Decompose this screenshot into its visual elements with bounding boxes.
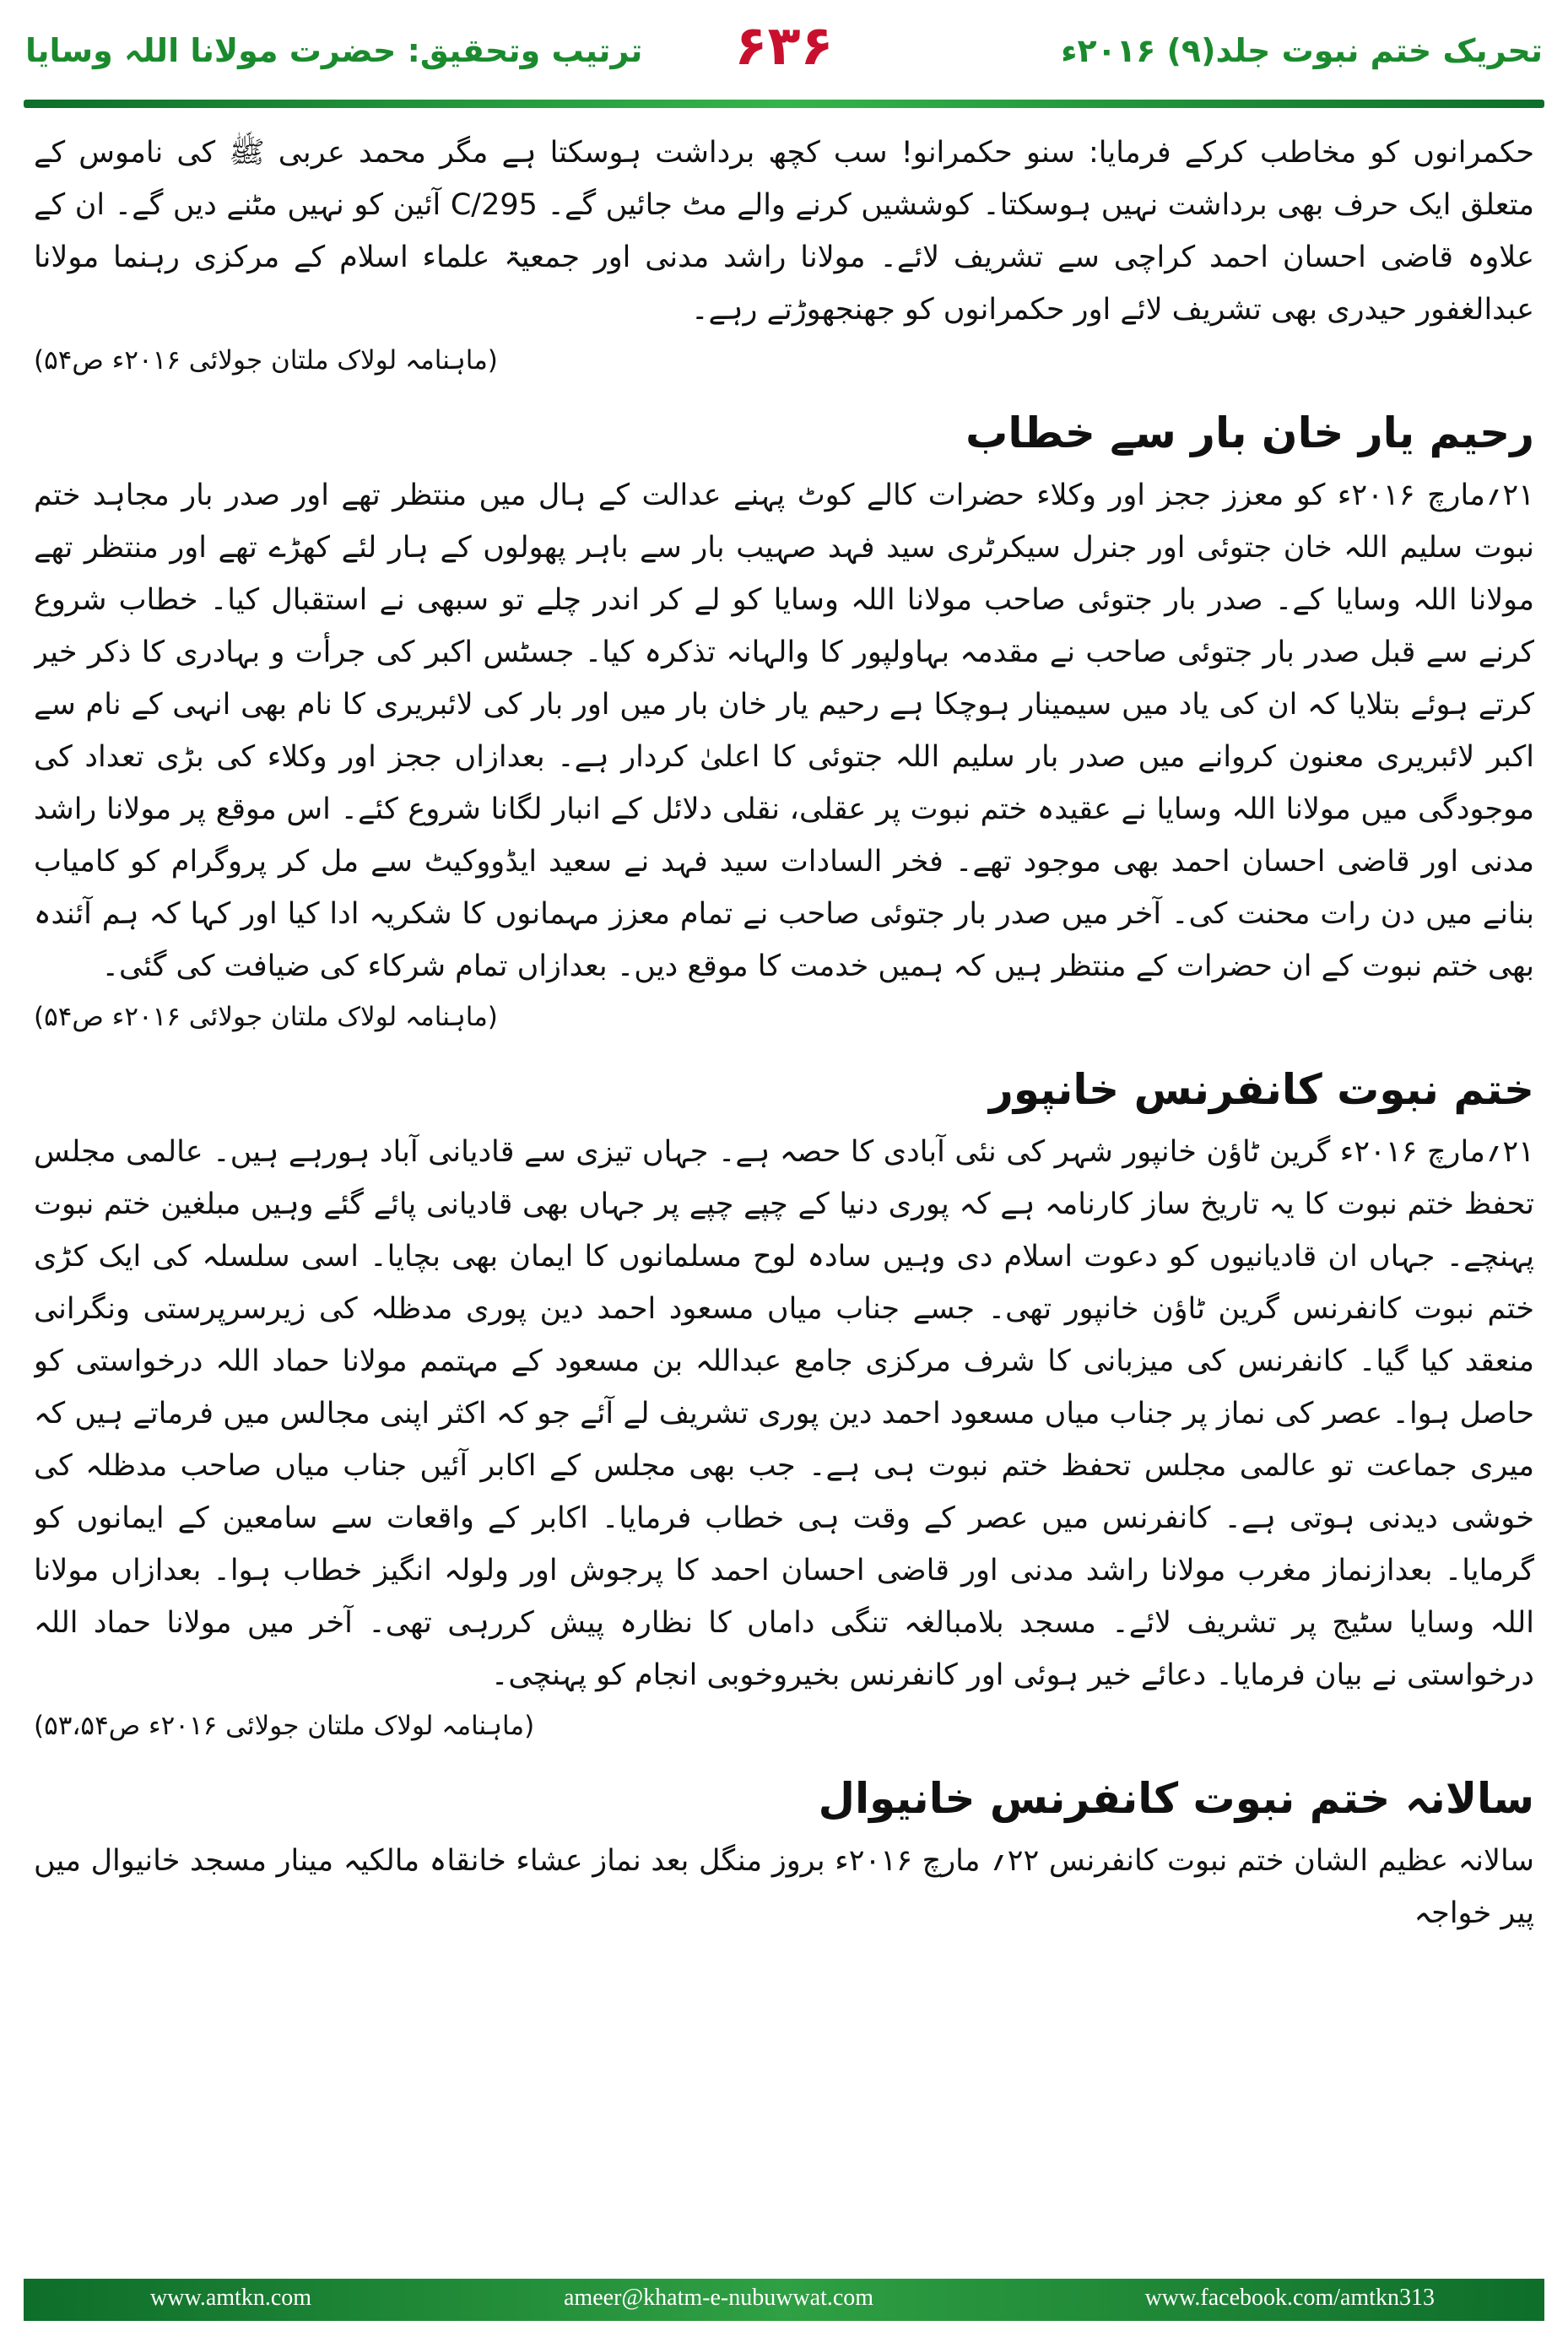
- section-heading: ختم نبوت کانفرنس خانپور: [989, 1065, 1534, 1114]
- website-link[interactable]: www.amtkn.com: [150, 2285, 312, 2311]
- intro-paragraph: حکمرانوں کو مخاطب کرکے فرمایا: سنو حکمرانو! سب کچھ برداشت ہوسکتا ہے مگر محمد عربی ﷺ کی ناموس کے متعلق ایک حرف بھی برداشت نہیں ہوسکتا۔ کوششیں کرنے والے مٹ جائیں گے۔ 295/C آئین کو نہیں مٹنے دیں گے۔ ان کے علاوہ قاضی احسان احمد کراچی سے تشریف لائے۔ مولانا راشد مدنی اور جمعیۃ علماء اسلام کے مرکزی رہنما مولانا عبدالغفور حیدری بھی تشریف لائے اور حکمرانوں کو جھنجھوڑتے رہے۔: [34, 136, 1534, 327]
- source-citation: (ماہنامہ لولاک ملتان جولائی ۲۰۱۶ء ص۵۴): [34, 345, 498, 376]
- facebook-link[interactable]: www.facebook.com/amtkn313: [1144, 2285, 1435, 2311]
- book-title: تحریک ختم نبوت جلد(۹) ۲۰۱۶ء: [1061, 32, 1543, 69]
- section-paragraph: ۲۱؍مارچ ۲۰۱۶ء گرین ٹاؤن خانپور شہر کی نئی آبادی کا حصہ ہے۔ جہاں تیزی سے قادیانی آباد ہورہے ہیں۔ عالمی مجلس تحفظ ختم نبوت کا یہ تاریخ ساز کارنامہ ہے کہ پوری دنیا کے چپے چپے پر جہاں بھی قادیانی پائے گئے وہیں مبلغین ختم نبوت پہنچے۔ جہاں ان قادیانیوں کو دعوت اسلام دی وہیں سادہ لوح مسلمانوں کا ایمان بھی بچایا۔ اسی سلسلہ کی ایک کڑی ختم نبوت کانفرنس گرین ٹاؤن خانپور تھی۔ جسے جناب میاں مسعود احمد دین پوری مدظلہ کی زیرسرپرستی ونگرانی منعقد کیا گیا۔ کانفرنس کی میزبانی کا شرف مرکزی جامع عبداللہ بن مسعود کے مہتمم مولانا حماد اللہ درخواستی کو حاصل ہوا۔ عصر کی نماز پر جناب میاں مسعود احمد دین پوری تشریف لے آئے جو کہ اکثر اپنی مجالس میں فرماتے ہیں کہ میری جماعت تو عالمی مجلس تحفظ ختم نبوت ہی ہے۔ جب بھی مجلس کے اکابر آئیں جناب میاں صاحب مدظلہ کی خوشی دیدنی ہوتی ہے۔ کانفرنس میں عصر کے وقت ہی خطاب فرمایا۔ اکابر کے واقعات سے سامعین کے ایمانوں کو گرمایا۔ بعدازنماز مغرب مولانا راشد مدنی اور قاضی احسان احمد کا پرجوش اور ولولہ انگیز خطاب ہوا۔ بعدازاں مولانا اللہ وسایا سٹیج پر تشریف لائے۔ مسجد بلامبالغہ تنگی داماں کا نظارہ پیش کررہی تھی۔ آخر میں مولانا حماد اللہ درخواستی نے بیان فرمایا۔ دعائے خیر ہوئی اور کانفرنس بخیروخوبی انجام کو پہنچی۔: [34, 1135, 1534, 1692]
- email-link[interactable]: ameer@khatm-e-nubuwwat.com: [564, 2285, 874, 2311]
- section-paragraph: ۲۱؍مارچ ۲۰۱۶ء کو معزز ججز اور وکلاء حضرات کالے کوٹ پہنے عدالت کے ہال میں منتظر تھے اور صدر بار مجاہد ختم نبوت سلیم اللہ خان جتوئی اور جنرل سیکرٹری سید فہد صہیب بار سے باہر پھولوں کے ہار لئے کھڑے تھے اور منتظر تھے مولانا اللہ وسایا کے۔ صدر بار جتوئی صاحب مولانا اللہ وسایا کو لے کر اندر چلے تو سبھی نے استقبال کیا۔ خطاب شروع کرنے سے قبل صدر بار جتوئی صاحب نے مقدمہ بہاولپور کا والہانہ تذکرہ کیا۔ جسٹس اکبر کی جرأت و بہادری کا ذکر خیر کرتے ہوئے بتلایا کہ ان کی یاد میں سیمینار ہوچکا ہے رحیم یار خان بار میں اور بار کی لائبریری کا نام بھی انہی کے نام سے اکبر لائبریری معنون کروانے میں صدر بار سلیم اللہ جتوئی کا اعلیٰ کردار ہے۔ بعدازاں ججز اور وکلاء کی بڑی تعداد کی موجودگی میں مولانا اللہ وسایا نے عقیدہ ختم نبوت پر عقلی، نقلی دلائل کے انبار لگانا شروع کئے۔ اس موقع پر مولانا راشد مدنی اور قاضی احسان احمد بھی موجود تھے۔ فخر السادات سید فہد نے سعید ایڈووکیٹ سے مل کر پروگرام کو کامیاب بنانے میں دن رات محنت کی۔ آخر میں صدر بار جتوئی صاحب نے تمام معزز مہمانوں کا شکریہ ادا کیا اور کہا کہ ہم آئندہ بھی ختم نبوت کے ان حضرات کے منتظر ہیں کہ ہمیں خدمت کا موقع دیں۔ بعدازاں تمام شرکاء کی ضیافت کی گئی۔: [34, 479, 1534, 983]
- section-heading: رحیم یار خان بار سے خطاب: [965, 408, 1534, 457]
- section-heading: سالانہ ختم نبوت کانفرنس خانیوال: [818, 1774, 1534, 1823]
- compiler-credit: ترتیب وتحقیق: حضرت مولانا اللہ وسایا: [25, 32, 643, 69]
- page-header: [0, 0, 1568, 127]
- source-citation: (ماہنامہ لولاک ملتان جولائی ۲۰۱۶ء ص۵۳،۵۴): [34, 1711, 535, 1741]
- page-body: [34, 127, 1534, 2270]
- header-divider: [24, 100, 1544, 108]
- page-number: ۶۳۶: [734, 15, 834, 78]
- page-footer: [24, 2279, 1544, 2321]
- section-paragraph: سالانہ عظیم الشان ختم نبوت کانفرنس ۲۲؍ مارچ ۲۰۱۶ء بروز منگل بعد نماز عشاء خانقاہ مالکیہ مینار مسجد خانیوال میں پیر خواجہ: [34, 1844, 1534, 1930]
- source-citation: (ماہنامہ لولاک ملتان جولائی ۲۰۱۶ء ص۵۴): [34, 1002, 498, 1032]
